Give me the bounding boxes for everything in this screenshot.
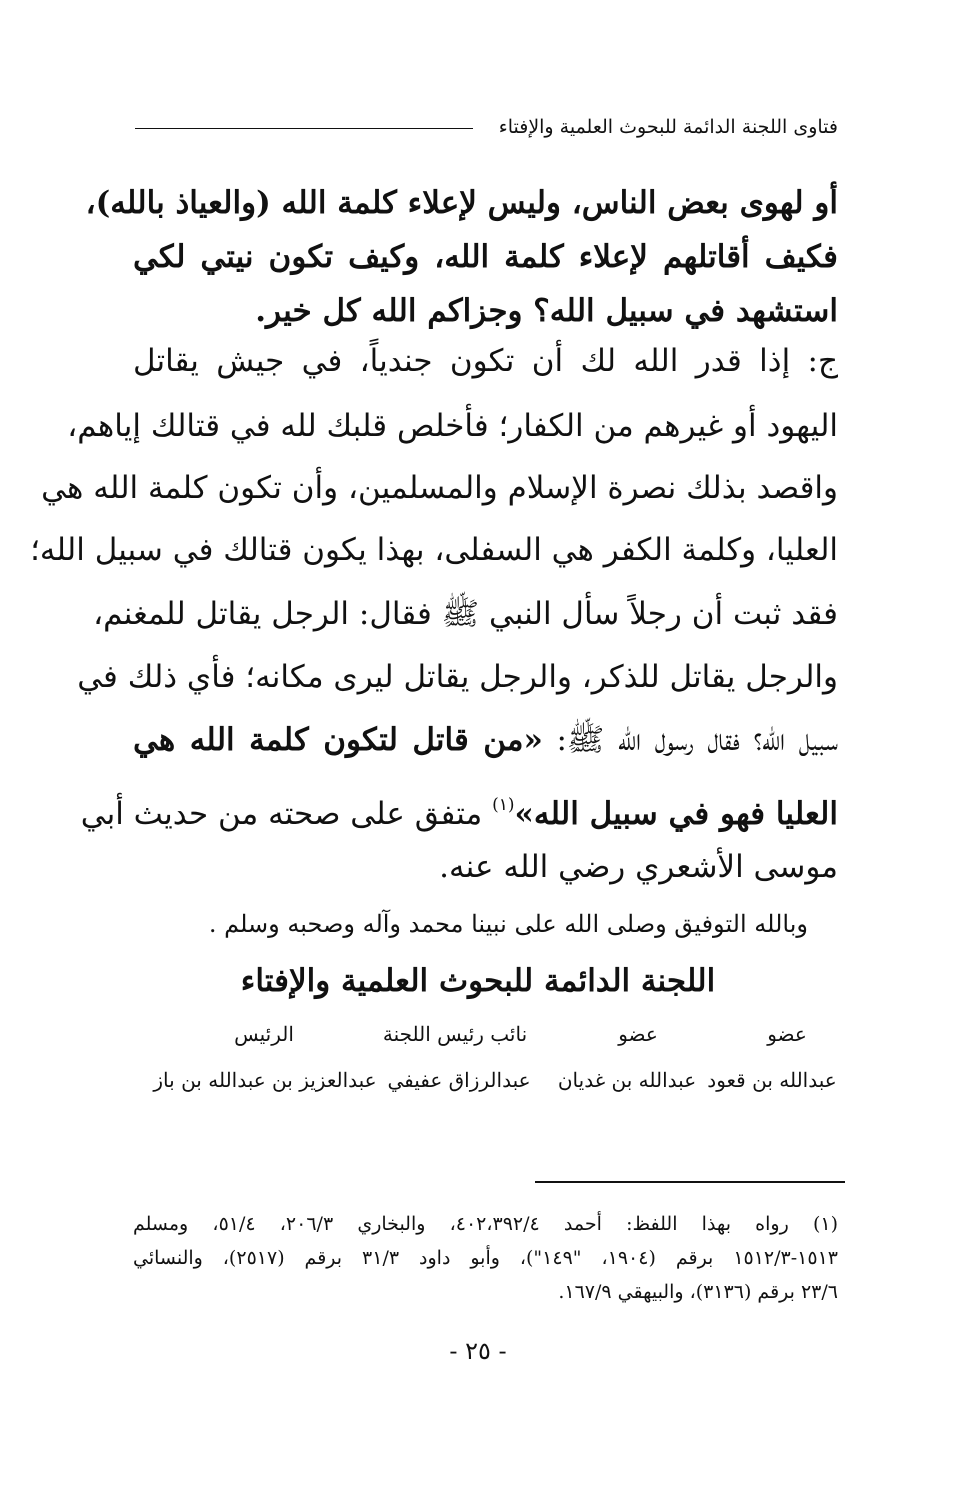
signatory-name-2: عبدالله بن غديان bbox=[557, 1068, 697, 1092]
answer-line-1: ج: إذا قدر الله لك أن تكون جندياً، في جيش يقاتل bbox=[133, 343, 838, 379]
footnote-marker: (١) bbox=[492, 795, 515, 815]
footnote-line-3: ٢٣/٦ برقم (٣١٣٦)، والبيهقي ١٦٧/٩. bbox=[558, 1281, 838, 1303]
answer-line-8-text: متفق على صحته من حديث أبي bbox=[80, 796, 483, 832]
running-head: فتاوى اللجنة الدائمة للبحوث العلمية والإفتاء bbox=[498, 116, 838, 138]
answer-line-4: العليا، وكلمة الكفر هي السفلى، بهذا يكون قتالك في سبيل الله؛ bbox=[30, 532, 838, 568]
footnote-rule bbox=[535, 1181, 845, 1183]
answer-line-5: فقد ثبت أن رجلاً سأل النبي ﷺ فقال: الرجل يقاتل للمغنم، bbox=[93, 596, 838, 632]
answer-line-8 bbox=[80, 784, 838, 835]
answer-line-3: واقصد بذلك نصرة الإسلام والمسلمين، وأن تكون كلمة الله هي bbox=[41, 470, 838, 506]
answer-line-2: اليهود أو غيرهم من الكفار؛ فأخلص قلبك لله في قتالك إياهم، bbox=[67, 408, 838, 444]
signatory-role-3: نائب رئيس اللجنة bbox=[382, 1022, 528, 1046]
signatory-role-2: عضو bbox=[618, 1022, 658, 1046]
hadith-quote-end: العليا فهو في سبيل الله» bbox=[514, 796, 838, 832]
signatory-name-3: عبدالرزاق عفيفي bbox=[387, 1068, 531, 1092]
answer-line-7 bbox=[133, 719, 838, 761]
signatory-role-1: عضو bbox=[767, 1022, 807, 1046]
question-line-3: استشهد في سبيل الله؟ وجزاكم الله كل خير. bbox=[255, 293, 838, 329]
answer-line-6: والرجل يقاتل للذكر، والرجل يقاتل ليرى مكانه؛ فأي ذلك في bbox=[77, 659, 838, 695]
signatory-name-4: عبدالعزيز بن عبدالله بن باز bbox=[153, 1068, 377, 1092]
answer-line-7-text: سبيل الله؟ فقال رسول الله ﷺ: bbox=[556, 722, 838, 758]
signatory-role-4: الرئيس bbox=[234, 1022, 294, 1046]
question-line-2: فكيف أقاتلهم لإعلاء كلمة الله، وكيف تكون نيتي لكي bbox=[133, 239, 838, 275]
question-line-1: أو لهوى بعض الناس، وليس لإعلاء كلمة الله (والعياذ بالله)، bbox=[85, 185, 838, 221]
committee-title: اللجنة الدائمة للبحوث العلمية والإفتاء bbox=[240, 963, 716, 999]
hadith-quote-start: «من قاتل لتكون كلمة الله هي bbox=[133, 722, 543, 758]
signatory-name-1: عبدالله بن قعود bbox=[707, 1068, 837, 1092]
answer-line-9: موسى الأشعري رضي الله عنه. bbox=[439, 849, 838, 885]
header-rule bbox=[135, 128, 473, 129]
page-number: - ٢٥ - bbox=[449, 1337, 507, 1365]
footnote-line-2: ١٥١٣-١٥١٢/٣ برقم (١٩٠٤، "١٤٩")، وأبو داود ٣١/٣ برقم (٢٥١٧)، والنسائي bbox=[133, 1247, 838, 1269]
closing-line: وبالله التوفيق وصلى الله على نبينا محمد وآله وصحبه وسلم . bbox=[208, 910, 808, 938]
footnote-line-1: (١) رواه بهذا اللفظ: أحمد ٤٠٢،٣٩٢/٤، والبخاري ٢٠٦/٣، ٥١/٤، ومسلم bbox=[133, 1213, 838, 1235]
